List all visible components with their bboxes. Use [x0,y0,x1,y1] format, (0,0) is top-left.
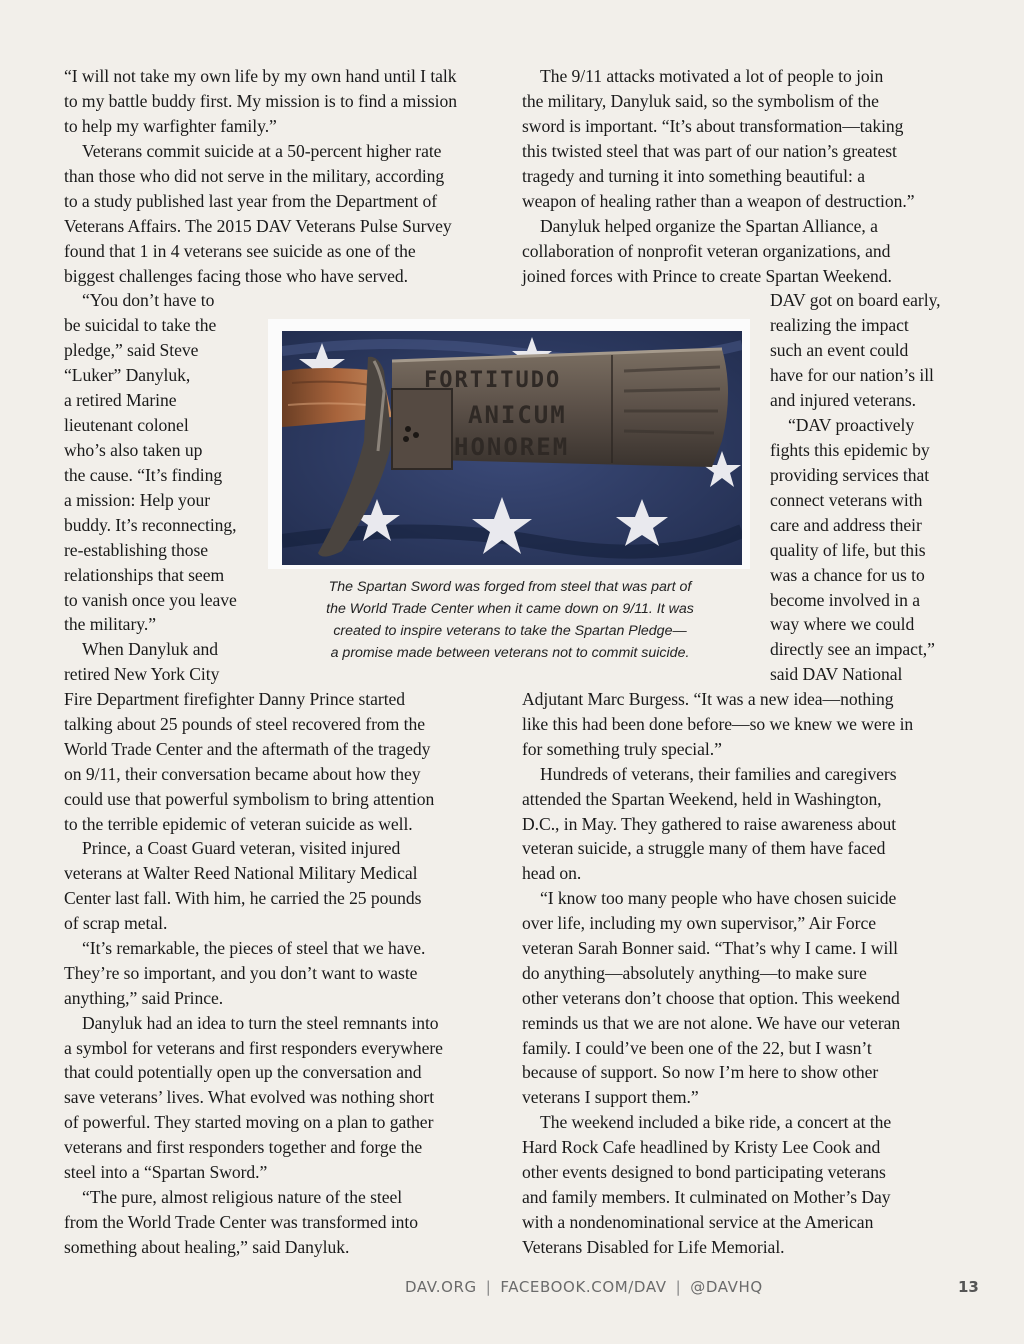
text-line: do anything—absolutely anything—to make sure [522,963,867,983]
text-line: When Danyluk and [82,639,218,659]
text-line: family. I could’ve been one of the 22, but I wasn’t [522,1038,872,1058]
text-line: fights this epidemic by [770,440,930,460]
text-line: veteran Sarah Bonner said. “That’s why I came. I will [522,938,898,958]
footer-separator: | [485,1278,492,1296]
text-line: found that 1 in 4 veterans see suicide as one of the [64,241,416,261]
text-line: like this had been done before—so we knew we were in [522,714,914,734]
text-line: other events designed to bond participating veterans [522,1162,886,1182]
text-line: Hundreds of veterans, their families and caregivers [540,764,897,784]
text-line: The 9/11 attacks motivated a lot of people to join [540,66,884,86]
text-line: weapon of healing rather than a weapon of destruction.” [522,191,915,211]
text-line: connect veterans with [770,490,923,510]
text-line: relationships that seem [64,565,225,585]
engraving-line-2: ANICUM [468,401,567,429]
footer-links [405,1278,763,1296]
text-line: have for our nation’s ill [770,365,934,385]
text-line: anything,” said Prince. [64,988,224,1008]
text-line: “It’s remarkable, the pieces of steel that we have. [82,938,426,958]
text-line: veterans and first responders together and forge the [64,1137,423,1157]
text-line: retired New York City [64,664,220,684]
text-line: directly see an impact,” [770,639,935,659]
text-line: Hard Rock Cafe headlined by Kristy Lee Cook and [522,1137,881,1157]
text-line: buddy. It’s reconnecting, [64,515,237,535]
text-line: Veterans Disabled for Life Memorial. [522,1237,785,1257]
text-line: Adjutant Marc Burgess. “It was a new idea—nothing [522,689,894,709]
text-line: DAV got on board early, [770,290,941,310]
text-line: to my battle buddy first. My mission is to find a mission [64,91,458,111]
text-line: way where we could [770,614,915,634]
text-line: could use that powerful symbolism to bring attention [64,789,435,809]
text-line: “Luker” Danyluk, [64,365,191,385]
text-line: The weekend included a bike ride, a concert at the [540,1112,892,1132]
text-line: pledge,” said Steve [64,340,199,360]
text-line: a mission: Help your [64,490,211,510]
footer-separator: | [675,1278,682,1296]
caption-line: a promise made between veterans not to commit suicide. [330,645,690,661]
text-line: and family members. It culminated on Mother’s Day [522,1187,891,1207]
text-line: collaboration of nonprofit veteran organizations, and [522,241,891,261]
text-line: to a study published last year from the Department of [64,191,438,211]
text-line: save veterans’ lives. What evolved was nothing short [64,1087,435,1107]
text-line: care and address their [770,515,922,535]
text-line: talking about 25 pounds of steel recovered from the [64,714,425,734]
text-line: realizing the impact [770,315,909,335]
text-line: joined forces with Prince to create Spartan Weekend. [522,266,892,286]
text-line: Prince, a Coast Guard veteran, visited injured [82,838,401,858]
text-line: the cause. “It’s finding [64,465,223,485]
text-line: to help my warfighter family.” [64,116,277,136]
text-line: from the World Trade Center was transformed into [64,1212,419,1232]
text-line: D.C., in May. They gathered to raise awareness about [522,814,897,834]
text-line: with a nondenominational service at the American [522,1212,874,1232]
text-line: “The pure, almost religious nature of the steel [82,1187,403,1207]
page-footer [0,1278,1024,1302]
text-line: steel into a “Spartan Sword.” [64,1162,268,1182]
text-line: because of support. So now I’m here to show other [522,1062,879,1082]
text-line: of scrap metal. [64,913,168,933]
text-line: lieutenant colonel [64,415,189,435]
text-line: “I will not take my own life by my own hand until I talk [64,66,457,86]
text-line: than those who did not serve in the military, according [64,166,445,186]
text-line: veterans I support them.” [522,1087,699,1107]
text-line: Danyluk had an idea to turn the steel remnants into [82,1013,439,1033]
text-line: said DAV National [770,664,903,684]
text-line: reminds us that we are not alone. We have our veteran [522,1013,901,1033]
text-line: the military.” [64,614,156,634]
website-link[interactable]: DAV.ORG [405,1278,477,1296]
engraving-line-3: HONOREM [454,433,570,461]
text-line: veteran suicide, a struggle many of them have faced [522,838,886,858]
engraving-line-1: FORTITUDO [424,368,562,393]
text-line: a symbol for veterans and first responders everywhere [64,1038,443,1058]
text-line: quality of life, but this [770,540,926,560]
text-line: such an event could [770,340,909,360]
text-line: and injured veterans. [770,390,916,410]
text-line: “DAV proactively [788,415,915,435]
text-line: tragedy and turning it into something beautiful: a [522,166,865,186]
text-line: head on. [522,863,582,883]
page-number: 13 [958,1278,979,1296]
sword-illustration [282,331,742,565]
text-line: They’re so important, and you don’t want to waste [64,963,418,983]
text-line: Center last fall. With him, he carried the 25 pounds [64,888,422,908]
text-line: re-establishing those [64,540,209,560]
text-line: other veterans don’t choose that option. This weekend [522,988,900,1008]
text-line: “I know too many people who have chosen suicide [540,888,897,908]
facebook-link[interactable]: FACEBOOK.COM/DAV [500,1278,667,1296]
text-line: World Trade Center and the aftermath of the tragedy [64,739,431,759]
text-line: providing services that [770,465,930,485]
text-line: that could potentially open up the conversation and [64,1062,422,1082]
text-line: be suicidal to take the [64,315,217,335]
text-line: was a chance for us to [770,565,925,585]
text-line: to vanish once you leave [64,590,237,610]
caption-line: The Spartan Sword was forged from steel that was part of [328,579,692,595]
text-line: on 9/11, their conversation became about how they [64,764,421,784]
text-line: “You don’t have to [82,290,215,310]
text-line: Veterans commit suicide at a 50-percent higher rate [82,141,442,161]
text-line: a retired Marine [64,390,177,410]
text-line: Fire Department firefighter Danny Prince started [64,689,406,709]
text-line: this twisted steel that was part of our nation’s greatest [522,141,897,161]
text-line: who’s also taken up [64,440,203,460]
spartan-sword-photo [282,331,742,565]
caption-line: created to inspire veterans to take the Spartan Pledge— [333,623,687,639]
twitter-handle-link[interactable]: @DAVHQ [690,1278,763,1296]
text-line: Veterans Affairs. The 2015 DAV Veterans Pulse Survey [64,216,452,236]
text-line: the military, Danyluk said, so the symbolism of the [522,91,879,111]
text-line: something about healing,” said Danyluk. [64,1237,350,1257]
text-line: for something truly special.” [522,739,722,759]
text-line: sword is important. “It’s about transformation—taking [522,116,904,136]
text-line: veterans at Walter Reed National Military Medical [64,863,418,883]
text-line: to the terrible epidemic of veteran suicide as well. [64,814,413,834]
caption-line: the World Trade Center when it came down on 9/11. It was [326,601,694,617]
text-line: Danyluk helped organize the Spartan Alliance, a [540,216,878,236]
text-line: of powerful. They started moving on a plan to gather [64,1112,434,1132]
text-line: biggest challenges facing those who have served. [64,266,408,286]
text-line: attended the Spartan Weekend, held in Washington, [522,789,882,809]
text-line: over life, including my own supervisor,” Air Force [522,913,876,933]
text-line: become involved in a [770,590,920,610]
